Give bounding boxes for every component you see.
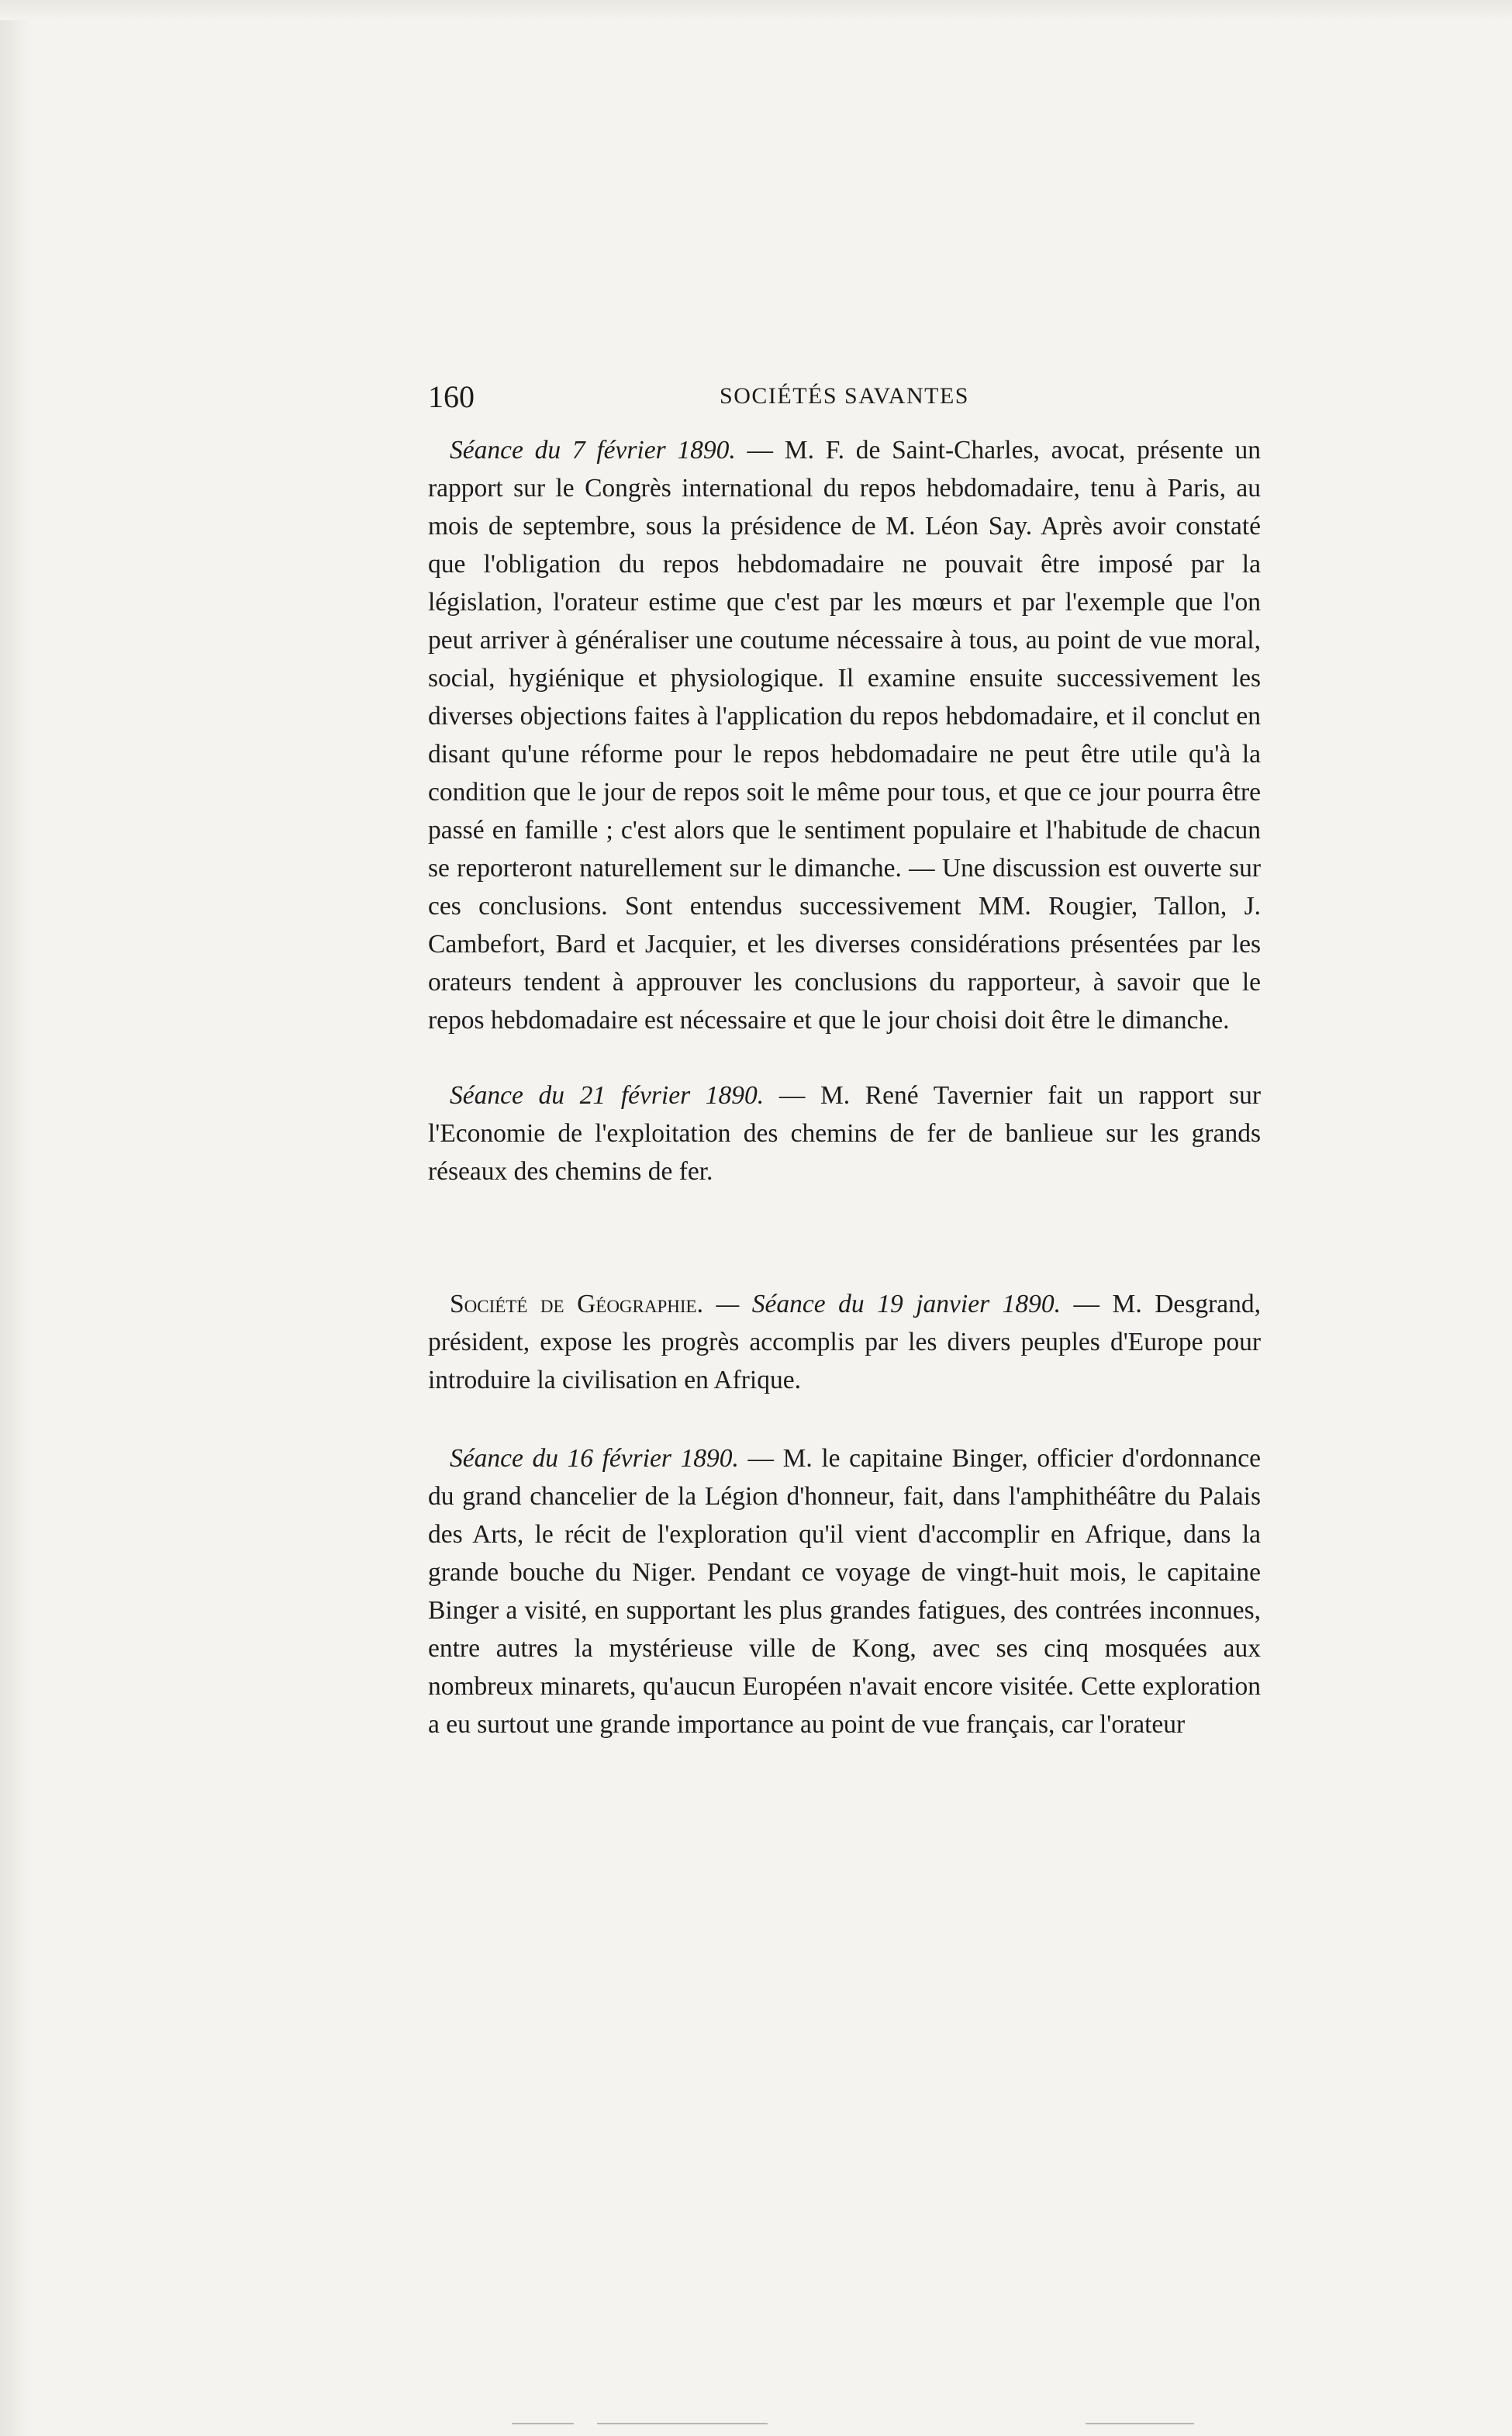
paragraph-text: — M. F. de Saint-Charles, avocat, présente un rapport sur le Congrès international du repos hebdomadaire, tenu à Paris, au mois de septembre, sous la présidence de M. Léon Say. Après avoir constaté que l'obligation du repos hebdomadaire ne pouvait être imposé par la législation, l'orateur estime que c'est par les mœurs et par l'exemple que l'on peut arriver à généraliser une coutume nécessaire à tous, au point de vue moral, social, hygiénique et physiologique. Il examine ensuite successivement les diverses objections faites à l'application du repos hebdomadaire, et il conclut en disant qu'une réforme pour le repos hebdomadaire ne peut être utile qu'à la condition que le jour de repos soit le même pour tous, et que ce jour pourra être passé en famille ; c'est alors que le sentiment populaire et l'habitude de chacun se reporteront naturellement sur le dimanche. — Une discussion est ouverte sur ces conclusions. Sont entendus successivement MM. Rougier, Tallon, J. Cambefort, Bard et Jacquier, et les diverses considérations présentées par les orateurs tendent à approuver les conclusions du rapporteur, à savoir que le repos hebdomadaire est nécessaire et que le jour choisi doit être le dimanche. [428,436,1261,1035]
seance-date: Séance du 21 février 1890. [450,1081,765,1110]
paragraph-seance-16-fevrier [428,1439,1261,1743]
seance-date: Séance du 7 février 1890. [450,436,736,465]
page-top-shadow [0,0,1512,20]
bottom-rule [1086,2423,1194,2424]
paragraph-text: — M. René Tavernier fait un rapport sur l'Economie de l'exploitation des chemins de fer de banlieue sur les grands réseaux des chemins de fer. [428,1081,1262,1186]
running-title: SOCIÉTÉS SAVANTES [720,383,969,409]
society-name: Société de Géographie. [450,1290,703,1318]
paragraph-seance-7-fevrier [428,431,1261,1039]
page-number: 160 [428,379,475,414]
page-edge-shadow [0,0,29,2436]
page-content [428,371,1261,1743]
seance-date: Séance du 16 février 1890. [450,1444,739,1473]
paragraph-seance-21-fevrier [428,1076,1261,1190]
running-head [428,371,1261,425]
paragraph-text: — M. le capitaine Binger, officier d'ordonnance du grand chancelier de la Légion d'honneur, fait, dans l'amphithéâtre du Palais des Arts, le récit de l'exploration qu'il vient d'accomplir en Afrique, dans la grande bouche du Niger. Pendant ce voyage de vingt-huit mois, le capitaine Binger a visité, en supportant les plus grandes fatigues, des contrées inconnues, entre autres la mystérieuse ville de Kong, avec ses cinq mosquées aux nombreux minarets, qu'aucun Européen n'avait encore visitée. Cette exploration a eu surtout une grande importance au point de vue français, car l'orateur [428,1444,1261,1739]
paragraph-societe-geographie [428,1285,1261,1399]
bottom-rule [597,2423,768,2424]
seance-date: — Séance du 19 janvier 1890. [702,1290,1062,1318]
bottom-rule [512,2423,574,2424]
paragraph-text: — M. Desgrand, président, expose les progrès accomplis par les divers peuples d'Europe pour introduire la civilisation en Afrique. [428,1290,1261,1394]
